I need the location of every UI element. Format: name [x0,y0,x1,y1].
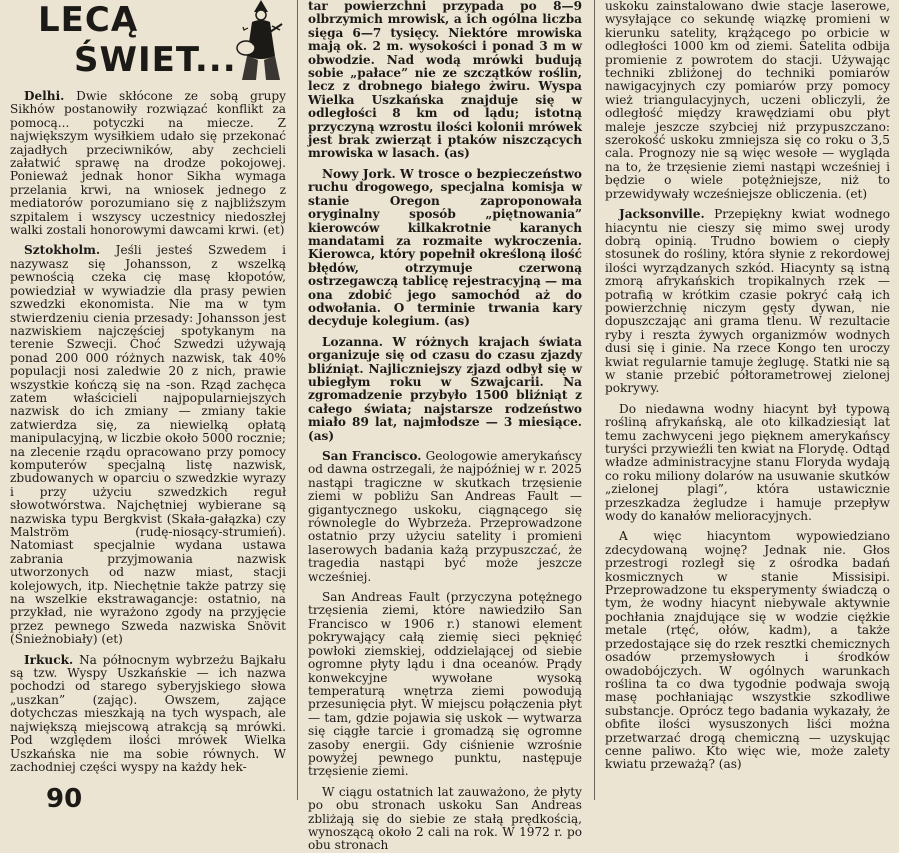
article-san-francisco [308,450,582,584]
article-stockholm [10,244,286,646]
guitar-player-illustration-icon [232,0,290,82]
article-text: uskoku zainstalowano dwie stacje laserowe, wysyłające co sekundę wiązkę promieni w kierunku satelity, krążącego po orbicie w odległości 1000 km od ziemi. Satelita odbija promienie z powrotem do stacji. Używając techniki zbliżonej do techniki pomiarów nawigacyjnych czy pomiarów przy pomocy wież triangulacyjnych, uczeni obliczyli, że odległość między krawędziami obu płyt maleje jeszcze szybciej niż przypuszczano: szerokość uskoku zmniejsza się co roku o 3,5 cala. Prognozy nie są więc wesołe — wygląda na to, że trzęsienie ziemi nastąpi wcześniej i będzie o wiele potężniejsze, niż to przewidywały wcześniejsze obliczenia. [605,0,890,201]
column-3 [605,0,890,800]
article-text: W ciągu ostatnich lat zauważono, że płyty po obu stronach uskoku San Andreas zbliżają się do siebie ze stałą prędkością, wynoszącą około 2 cali na rok. W 1972 r. po obu stronach [308,784,582,853]
masthead [10,0,286,90]
dateline: Delhi. [24,89,65,103]
dateline: Sztokholm. [24,243,101,258]
article-text: A więc hiacyntom wypowiedziano zdecydowaną wojnę? Jednak nie. Głos przestrogi rozległ się z ośrodka badań kosmicznych w stanie Missisipi. Przeprowadzone tu eksperymenty świadczą o tym, że wodny hiacynt niebywale aktywnie pochłania znajdujące się w wodzie ciężkie metale (rtęć, ołów, kadm), a także przedostające się do rzek resztki chemicznych osadów przemysłowych i środków owadobójczych. W ogólnych warunkach roślina ta co dwa tygodnie podwaja swoją masę pochłaniając wszystkie szkodliwe substancje. Oprócz tego badania wykazały, że obfite ilości wysuszonych liści można przetwarzać drogą chemiczną — uzyskując cenne paliwo. Kto więc wie, może zalety kwiatu przeważą? [605,529,890,772]
article-text: Jeśli jesteś Szwedem i nazywasz się Johansson, z wszelką pewnością czeka cię masę kłopotów, powiedział w wywiadzie dla prasy pewien szwedzki ekonomista. Nie ma w tym stwierdzeniu cienia przesady: Johansson jest nazwiskiem najczęściej spotykanym na terenie Szwecji. Choć Szwedzi używają ponad 200 000 różnych nazwisk, tak 40% populacji nosi zaledwie 20 z nich, prawie wszystkie kończą się na -son. Rząd zachęca zatem właścicieli najpopularniejszych nazwisk do ich zmiany — zmiany takie zatwierdza się, za niewielką opłatą manipulacyjną, w liczbie około 5000 rocznie; na zlecenie rządu opracowano przy pomocy komputerów specjalną listę nazwisk, zbudowanych w oparciu o szwedzkie wyrazy i przy użyciu szwedzkich reguł słowotwórstwa. Najchętniej wybierane są nazwiska typu Bergkvist (Skała-gałązka) czy Malström (rudę-niosący-strumień). Natomiast specjalnie wydana ustawa zabrania przyjmowania nazwisk utworzonych od nazw miast, stacji kolejowych, itp. Niechętnie także patrzy się na wszelkie ekstrawagancje: ostatnio, na przykład, nie wyrażono zgody na przyjęcie przez pewnego Szweda nazwiska Snövit (Śnieżnobiały) [10,243,286,647]
article-san-francisco-p3 [308,786,582,853]
dateline: San Francisco. [322,449,422,463]
source-tag: (et) [845,186,868,201]
column-1 [10,0,286,814]
article-irkutsk [10,654,286,775]
column-2 [308,0,582,853]
source-tag: (et) [101,632,123,647]
dateline: Lozanna. [322,334,383,349]
article-san-francisco-continued [605,0,890,201]
column-divider [297,0,298,800]
article-text: tar powierzchni przypada po 8—9 olbrzymich mrowisk, a ich ogólna liczba sięga 6—7 tysięcy. Niektóre mrowiska mają ok. 2 m. wysokości i ponad 3 m w obwodzie. Nad wodą mrówki budują sobie „pałace” nie ze szczątków roślin, lecz z drobnego białego żwiru. Wyspa Wielka Uszkańska znajduje się w odległości 8 km od lądu; istotną przyczyną wzrostu ilości kolonii mrówek jest brak zwierząt i ptaków niszczących mrowiska w lasach. [308,0,582,161]
article-text: Na północnym wybrzeżu Bajkału są tzw. Wyspy Uszkańskie — ich nazwa pochodzi od starego syberyjskiego słowa „uszkan” (zając). Owszem, zające dotychczas mieszkają na tych wyspach, ale największą miejscową atrakcją są mrówki. Pod względem ilości mrówek Wielka Uszkańska nie ma sobie równych. W zachodniej części wyspy na każdy hek- [10,652,286,774]
source-tag: (as) [443,314,470,329]
section-title [38,0,237,80]
article-text: San Andreas Fault (przyczyna potężnego trzęsienia ziemi, które nawiedziło San Francisco w 1906 r.) stanowi element pokrywający całą ziemię sieci pęknięć powłoki ziemskiej, oddzielającej od siebie ogromne płyty lądu i dna oceanów. Prądy konwekcyjne wywołane wysoką temperaturą wnętrza ziemi powodują przesunięcia płyt. W miejscu połączenia płyt — tam, gdzie pojawia się uskok — wytwarza się ciągłe tarcie i gromadzą się ogromne zasoby energii. Gdy ciśnienie wzrośnie powyżej pewnego punktu, następuje trzęsienie ziemi. [308,590,582,779]
article-san-francisco-p2 [308,591,582,779]
dateline: Jacksonville. [619,207,705,222]
article-text: W różnych krajach świata organizuje się od czasu do czasu zjazdy bliźniąt. Najliczniejszy zjazd odbył się w ubiegłym roku w Szwajcarii. Na zgromadzenie przybyło 1500 bliźniąt z całego świata; najstarsze rodzeństwo miało 89 lat, najmłodsze — 3 miesiące. [308,334,582,430]
article-text: Dwie skłócone ze sobą grupy Sikhów postanowiły rozwiązać konflikt za pomocą... potyczki na miecze. Z największym wysiłkiem udało się przekonać zajadłych przeciwników, aby zechcieli załatwić sprawę na drodze pokojowej. Ponieważ jednak honor Sikha wymaga przelania krwi, na wniosek jednego z mediatorów porozumiano się z najbliższym szpitalem i wszyscy uczestnicy niedoszłej walki zostali honorowymi dawcami krwi. [10,89,286,238]
article-jacksonville [605,208,890,396]
source-tag: (as) [718,757,742,772]
title-line-2: ŚWIET... [74,40,237,80]
source-tag: (as) [443,146,470,161]
source-tag: (et) [263,223,285,238]
article-irkutsk-continued [308,0,582,161]
article-lausanne [308,336,582,443]
dateline: Irkuck. [24,652,74,667]
source-tag: (as) [308,428,335,443]
article-text: W trosce o bezpieczeństwo ruchu drogowego, specjalna komisja w stanie Oregon zaproponowała oryginalny sposób „piętnowania” kierowców kilkakrotnie karanych mandatami za rozmaite wykroczenia. Kierowca, który popełnił określoną ilość błędów, otrzymuje czerwoną ostrzegawczą tablicę rejestracyjną — ma ona zdobić jego samochód aż do odwołania. O terminie trwania kary decyduje kolegium. [308,166,582,329]
dateline: Nowy Jork. [322,166,396,181]
article-delhi [10,90,286,237]
article-text: Przepiękny kwiat wodnego hiacyntu nie cieszy się mimo swej urody dobrą opinią. Trudno bowiem o ciepły stosunek do rośliny, która słynie z rekordowej ilości wyrządzanych szkód. Hiacynty są istną zmorą afrykańskich tropikalnych rzek — potrafią w krótkim czasie pokryć całą ich powierzchnię niczym gęsty dywan, nie dopuszczając ani grama tlenu. W rezultacie ryby i reszta żywych organizmów wodnych dusi się i ginie. Na rzece Kongo ten uroczy kwiat regularnie tamuje żeglugę. Statki nie są w stanie przebić półtorametrowej zielonej pokrywy. [605,207,890,396]
article-text: Geologowie amerykańscy od dawna ostrzegali, że najpóźniej w r. 2025 nastąpi tragiczne w skutkach trzęsienie ziemi w pobliżu San Andreas Fault — gigantycznego uskoku, ciągnącego się równolegle do Wybrzeża. Przeprowadzone ostatnio przy użyciu satelity i promieni laserowych badania każą przypuszczać, że tragedia nastąpi być może jeszcze wcześniej. [308,449,582,584]
title-line-1: LECĄ [38,0,139,40]
page-number: 90 [46,784,83,814]
article-text: Do niedawna wodny hiacynt był typową rośliną afrykańską, ale oto kilkadziesiąt lat temu zachwyceni jego pięknem amerykańscy turyści przywieźli ten kwiat na Florydę. Odtąd władze administracyjne stanu Floryda wydają co roku miliony dolarów na usuwanie skutków „zielonej plagi”, która ustawicznie przeszkadza żegludze i hamuje przepływ wody do kanałów melioracyjnych. [605,401,890,524]
article-jacksonville-p2 [605,403,890,524]
article-jacksonville-p3 [605,530,890,771]
column-divider [594,0,595,800]
article-new-york [308,168,582,329]
